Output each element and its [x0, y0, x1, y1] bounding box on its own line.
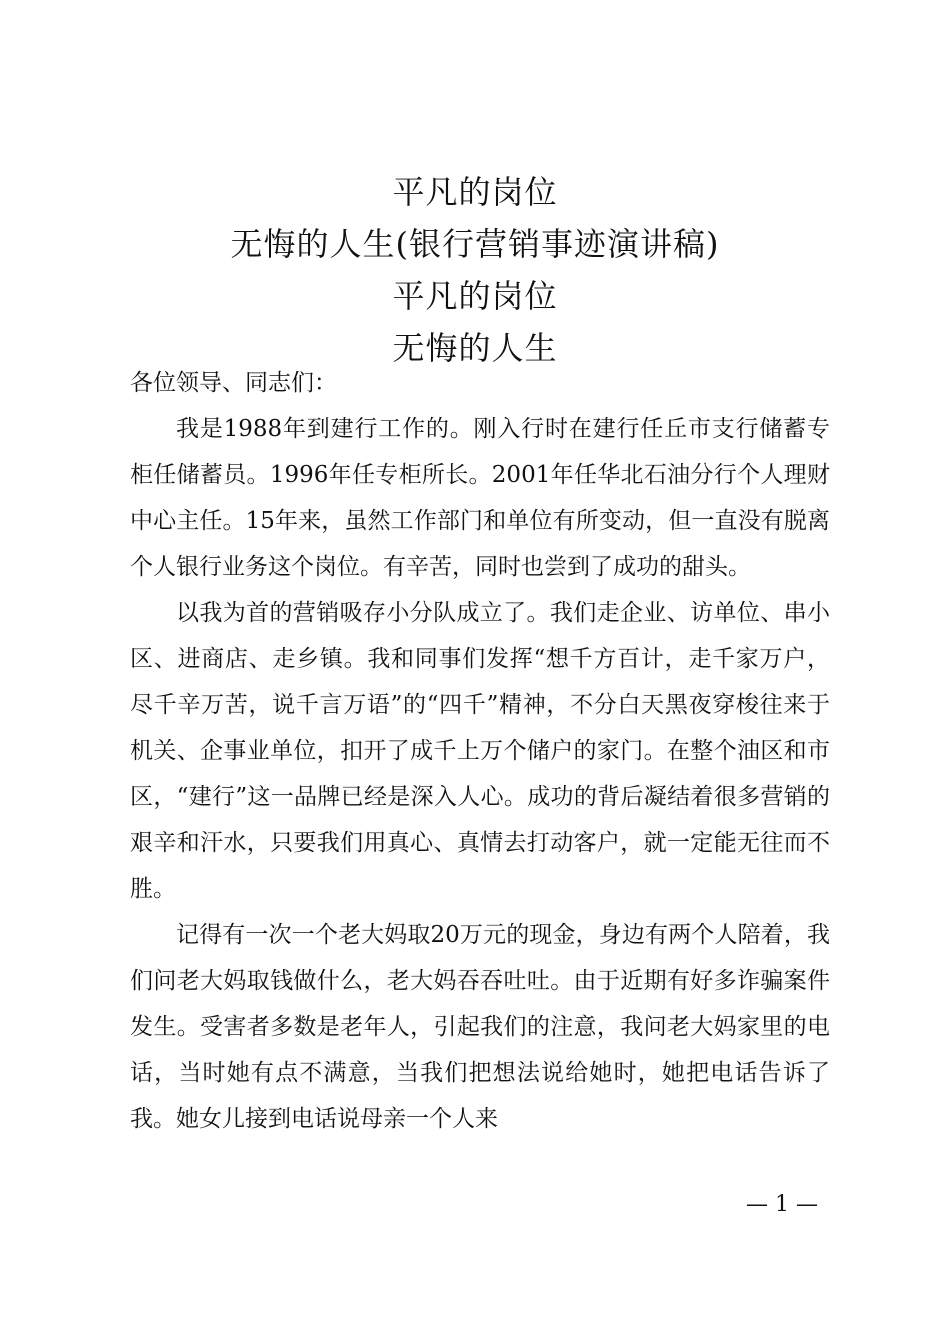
- salutation: 各位领导、同志们：: [130, 370, 337, 396]
- paragraph-2: 以我为首的营销吸存小分队成立了。我们走企业、访单位、串小区、进商店、走乡镇。我和同事们发挥“想千方百计，走千家万户，尽千辛万苦，说千言万语”的“四千”精神，不分白天黑夜穿梭往来于机关、企事业单位，扣开了成千上万个储户的家门。在整个油区和市区，“建行”这一品牌已经是深入人心。成功的背后凝结着很多营销的艰辛和汗水，只要我们用真心、真情去打动客户，就一定能无往而不胜。: [130, 600, 830, 902]
- page-number: — 1 —: [746, 1192, 818, 1217]
- document-body: [130, 360, 830, 1142]
- paragraph-1: 我是1988年到建行工作的。刚入行时在建行任丘市支行储蓄专柜任储蓄员。1996年任专柜所长。2001年任华北石油分行个人理财中心主任。15年来，虽然工作部门和单位有所变动，但一直没有脱离个人银行业务这个岗位。有辛苦，同时也尝到了成功的甜头。: [130, 416, 830, 580]
- title-line-4: 无悔的人生: [392, 329, 558, 367]
- title-line-1: 平凡的岗位: [392, 173, 558, 211]
- title-line-3: 平凡的岗位: [392, 277, 558, 315]
- paragraph-3: 记得有一次一个老大妈取20万元的现金，身边有两个人陪着，我们问老大妈取钱做什么，老大妈吞吞吐吐。由于近期有好多诈骗案件发生。受害者多数是老年人，引起我们的注意，我问老大妈家里的电话，当时她有点不满意，当我们把想法说给她时，她把电话告诉了我。她女儿接到电话说母亲一个人来: [130, 922, 830, 1132]
- document-title: [0, 166, 950, 374]
- title-line-2: 无悔的人生(银行营销事迹演讲稿): [230, 225, 720, 263]
